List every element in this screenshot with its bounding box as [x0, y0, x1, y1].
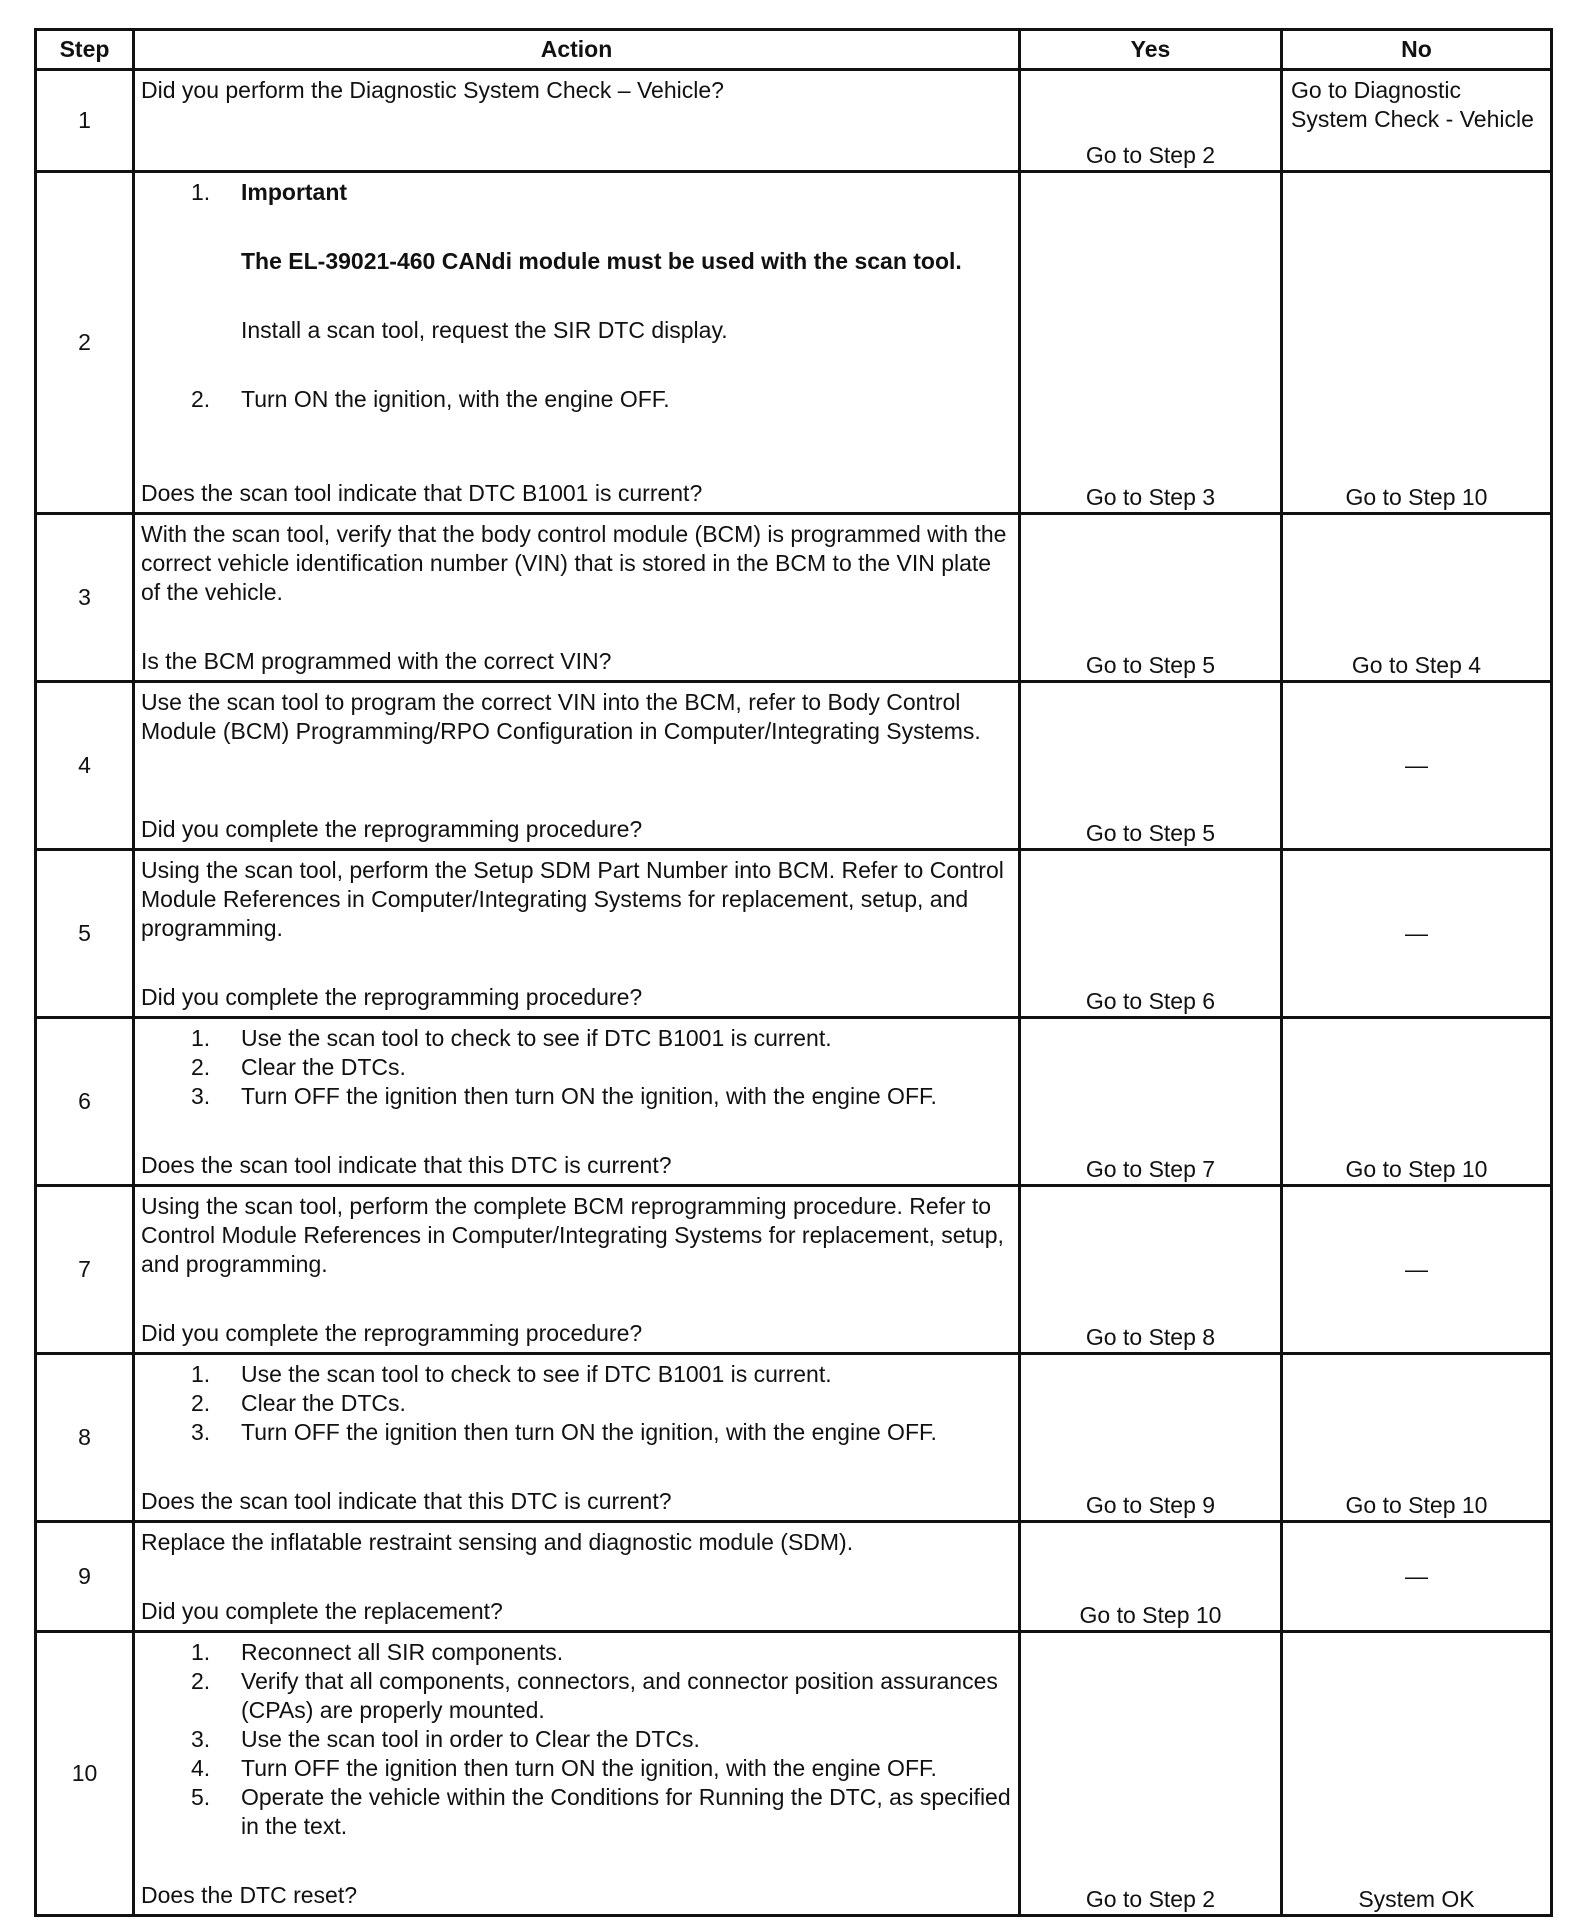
list-number: 1. — [191, 1361, 211, 1387]
header-no: No — [1282, 30, 1552, 70]
action-text: Using the scan tool, perform the Setup SDM Part Number into BCM. Refer to Control Module References in Computer/Integrating Systems for replacement, setup, and programming. — [141, 857, 1004, 941]
table-row — [36, 1522, 1552, 1632]
action-cell — [134, 1632, 1020, 1916]
table-row — [36, 172, 1552, 514]
header-row — [36, 30, 1552, 70]
list-text: Turn OFF the ignition then turn ON the ignition, with the engine OFF. — [241, 1755, 937, 1781]
no-link[interactable]: Go to Step 10 — [1282, 1354, 1552, 1522]
action-cell — [134, 1354, 1020, 1522]
list-text: Verify that all components, connectors, and connector position assurances (CPAs) are properly mounted. — [241, 1668, 998, 1723]
action-question: Does the scan tool indicate that DTC B1001 is current? — [141, 480, 703, 506]
list-number: 3. — [191, 1726, 211, 1752]
yes-link[interactable]: Go to Step 7 — [1020, 1018, 1282, 1186]
important-label: Important — [241, 179, 348, 205]
list-text: Operate the vehicle within the Conditions for Running the DTC, as specified in the text. — [241, 1784, 1011, 1839]
action-question: Did you complete the replacement? — [141, 1598, 503, 1624]
header-yes: Yes — [1020, 30, 1282, 70]
list-text: Clear the DTCs. — [241, 1390, 406, 1416]
yes-link[interactable]: Go to Step 3 — [1020, 172, 1282, 514]
list-item — [141, 1053, 1012, 1082]
list-number: 2. — [191, 386, 211, 412]
step-number: 8 — [36, 1354, 134, 1522]
list-item — [141, 1754, 1012, 1783]
important-note: The EL-39021-460 CANdi module must be used with the scan tool. — [241, 248, 962, 274]
list-number: 5. — [191, 1784, 211, 1810]
list-item — [141, 1024, 1012, 1053]
action-list — [141, 1638, 1012, 1841]
action-cell — [134, 172, 1020, 514]
step-number: 2 — [36, 172, 134, 514]
list-text: Reconnect all SIR components. — [241, 1639, 564, 1665]
list-item — [141, 1667, 1012, 1725]
step-number: 1 — [36, 70, 134, 172]
action-text: Using the scan tool, perform the complete BCM reprogramming procedure. Refer to Control Module References in Computer/Integrating Systems for replacement, setup, and programming. — [141, 1193, 1004, 1277]
list-item — [141, 1418, 1012, 1447]
table-row — [36, 682, 1552, 850]
list-item — [141, 1783, 1012, 1841]
action-cell — [134, 1186, 1020, 1354]
header-step: Step — [36, 30, 134, 70]
action-list — [141, 178, 1012, 414]
install-instruction: Install a scan tool, request the SIR DTC display. — [241, 317, 728, 343]
list-number: 1. — [191, 179, 211, 205]
list-number: 4. — [191, 1755, 211, 1781]
table-row — [36, 1632, 1552, 1916]
action-text: Use the scan tool to program the correct VIN into the BCM, refer to Body Control Module (BCM) Programming/RPO Configuration in Computer/Integrating Systems. — [141, 689, 981, 744]
list-text: Clear the DTCs. — [241, 1054, 406, 1080]
list-number: 2. — [191, 1390, 211, 1416]
no-link[interactable]: System OK — [1282, 1632, 1552, 1916]
action-question: Did you complete the reprogramming procedure? — [141, 816, 643, 842]
step-number: 3 — [36, 514, 134, 682]
step-number: 10 — [36, 1632, 134, 1916]
action-cell — [134, 682, 1020, 850]
table-row — [36, 514, 1552, 682]
yes-link[interactable]: Go to Step 9 — [1020, 1354, 1282, 1522]
no-dash: — — [1282, 850, 1552, 1018]
diagnostic-table — [34, 28, 1553, 1917]
list-item — [141, 1638, 1012, 1667]
table-row — [36, 1186, 1552, 1354]
no-dash: — — [1282, 682, 1552, 850]
list-item — [141, 385, 1012, 414]
list-number: 2. — [191, 1668, 211, 1694]
list-item — [141, 1360, 1012, 1389]
action-list — [141, 1360, 1012, 1447]
no-dash: — — [1282, 1522, 1552, 1632]
list-text: Turn ON the ignition, with the engine OFF. — [241, 386, 670, 412]
list-item — [141, 178, 1012, 385]
list-text: Use the scan tool to check to see if DTC B1001 is current. — [241, 1025, 832, 1051]
no-link[interactable]: Go to Step 10 — [1282, 172, 1552, 514]
table-row — [36, 1354, 1552, 1522]
action-cell — [134, 514, 1020, 682]
yes-link[interactable]: Go to Step 2 — [1020, 70, 1282, 172]
action-cell — [134, 70, 1020, 172]
action-question: Is the BCM programmed with the correct VIN? — [141, 648, 612, 674]
table-row — [36, 1018, 1552, 1186]
yes-link[interactable]: Go to Step 10 — [1020, 1522, 1282, 1632]
step-number: 6 — [36, 1018, 134, 1186]
action-cell — [134, 1522, 1020, 1632]
list-text: Turn OFF the ignition then turn ON the ignition, with the engine OFF. — [241, 1083, 937, 1109]
list-number: 2. — [191, 1054, 211, 1080]
yes-link[interactable]: Go to Step 5 — [1020, 682, 1282, 850]
action-list — [141, 1024, 1012, 1111]
yes-link[interactable]: Go to Step 5 — [1020, 514, 1282, 682]
list-number: 3. — [191, 1083, 211, 1109]
header-action: Action — [134, 30, 1020, 70]
list-text: Turn OFF the ignition then turn ON the ignition, with the engine OFF. — [241, 1419, 937, 1445]
table-row — [36, 70, 1552, 172]
no-dash: — — [1282, 1186, 1552, 1354]
list-text: Use the scan tool to check to see if DTC B1001 is current. — [241, 1361, 832, 1387]
action-question: Does the DTC reset? — [141, 1882, 358, 1908]
action-question: Does the scan tool indicate that this DTC is current? — [141, 1152, 672, 1178]
action-question: Did you complete the reprogramming procedure? — [141, 984, 643, 1010]
no-link[interactable]: Go to Step 10 — [1282, 1018, 1552, 1186]
no-link[interactable]: Go to Diagnostic System Check - Vehicle — [1282, 70, 1552, 172]
step-number: 5 — [36, 850, 134, 1018]
table-row — [36, 850, 1552, 1018]
yes-link[interactable]: Go to Step 6 — [1020, 850, 1282, 1018]
yes-link[interactable]: Go to Step 2 — [1020, 1632, 1282, 1916]
action-text: With the scan tool, verify that the body control module (BCM) is programmed with the correct vehicle identification number (VIN) that is stored in the BCM to the VIN plate of the vehicle. — [141, 521, 1007, 605]
list-item — [141, 1725, 1012, 1754]
action-question: Did you complete the reprogramming procedure? — [141, 1320, 643, 1346]
action-cell — [134, 850, 1020, 1018]
action-cell — [134, 1018, 1020, 1186]
step-number: 7 — [36, 1186, 134, 1354]
action-question: Does the scan tool indicate that this DTC is current? — [141, 1488, 672, 1514]
list-item — [141, 1082, 1012, 1111]
list-text: Use the scan tool in order to Clear the DTCs. — [241, 1726, 700, 1752]
list-item — [141, 1389, 1012, 1418]
yes-link[interactable]: Go to Step 8 — [1020, 1186, 1282, 1354]
step-number: 4 — [36, 682, 134, 850]
action-text: Did you perform the Diagnostic System Check – Vehicle? — [141, 77, 724, 103]
list-number: 1. — [191, 1639, 211, 1665]
list-number: 3. — [191, 1419, 211, 1445]
action-text: Replace the inflatable restraint sensing and diagnostic module (SDM). — [141, 1529, 854, 1555]
step-number: 9 — [36, 1522, 134, 1632]
list-number: 1. — [191, 1025, 211, 1051]
no-link[interactable]: Go to Step 4 — [1282, 514, 1552, 682]
